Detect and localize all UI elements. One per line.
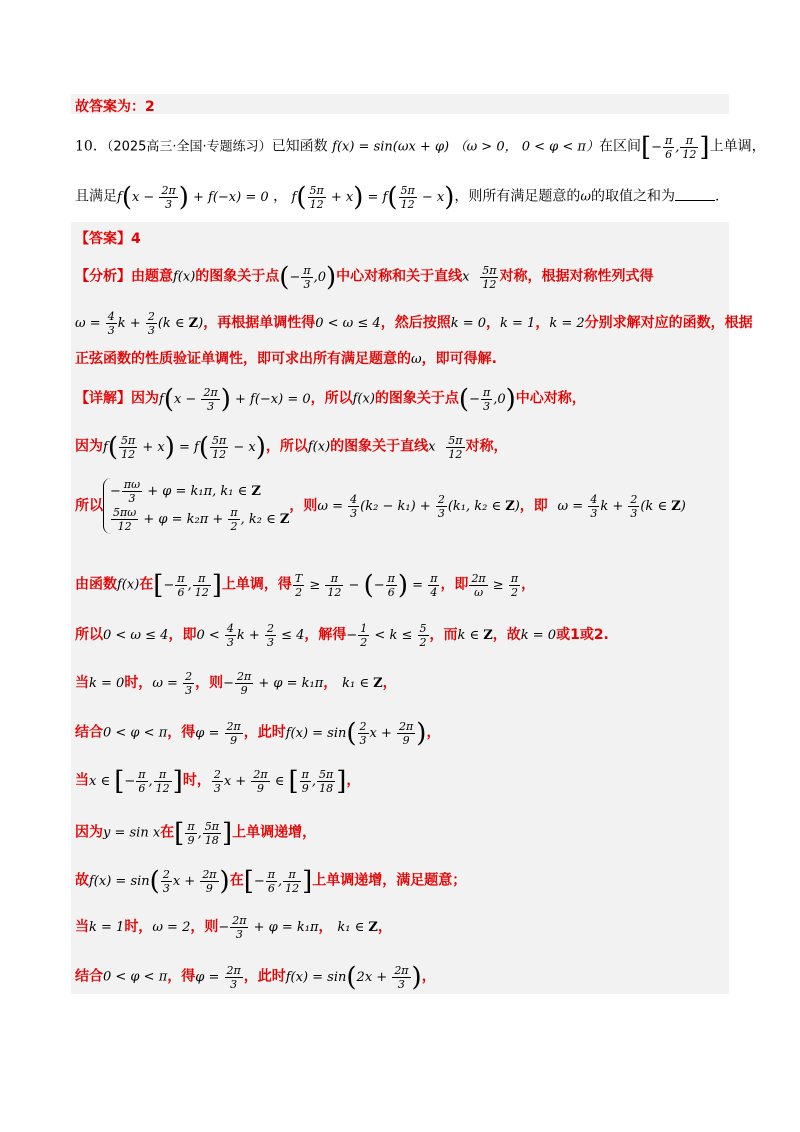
detail-line-11: 当k = 1时，ω = 2，则− $\frac{2\pi}{3}$ + φ = k₁π， k₁ ∈ Z， [75,914,392,941]
analysis-line-3: 正弦函数的性质验证单调性，即可求出所有满足题意的ω，即可得解. [75,351,497,367]
question-end: . [715,188,720,205]
question-interval: [− $\frac{\pi}{6}$ , $\frac{\pi}{12}$ ] [640,132,710,162]
question-source: （2025高三·全国·专题练习） [106,139,272,155]
analysis-line-1: 【分析】由题意f(x)的图象关于点(− $\frac{\pi}{3}$ ,0)中心对称和关于直线x $\frac{5\pi}{12}$ 对称，根据对称性列式得 [75,262,654,292]
detail-line-10: 故f(x) = sin( $\frac{2}{3}$ x + $\frac{2\pi}{9}$ )在[− $\frac{\pi}{6}$ , $\frac{\pi}{12}$ ]上单调递增，满足题意； [75,866,467,896]
question-line2-a: 且满足 [75,188,117,205]
analysis-text: 中心对称和关于直线 [336,268,463,285]
question-eq2: f( $\frac{5\pi}{12}$ + x) = f( $\frac{5\pi}{12}$ − x) [291,182,455,212]
detail-line-12: 结合0 < φ < π，得φ = $\frac{2\pi}{3}$ ，此时f(x) = sin(2x + $\frac{2\pi}{3}$ )， [75,962,436,992]
question-conditions: （ω > 0， 0 < φ < π） [453,139,599,155]
top-answer: 故答案为：2 [75,99,155,115]
question-line2-b: ，则所有满足题意的 [454,188,581,205]
detail-line-2: 因为f( $\frac{5\pi}{12}$ + x) = f( $\frac{5\pi}{12}$ − x)，所以f(x)的图象关于直线x $\frac{5\pi}{12}$ 对称， [75,432,508,462]
question-line-2: 且满足f(x − $\frac{2\pi}{3}$ ) + f(−x) = 0 ， f( $\frac{5\pi}{12}$ + x) = f( $\frac{5\pi}{12}$ − x)，则所有满足题意的ω的取值之和为 . [75,182,720,212]
question-number: 10． [75,138,107,155]
analysis-text: ，即可得解. [421,351,497,367]
analysis-label: 【分析】 [75,268,131,285]
analysis-line-2: ω = $\frac{4}{3}$ k + $\frac{2}{3}$ (k ∈ Z)，再根据单调性得0 < ω ≤ 4，然后按照k = 0，k = 1，k = 2分别求解对应的函数，根据 [75,310,753,337]
detail-line-9: 因为y = sin x在[ $\frac{\pi}{9}$ , $\frac{5\pi}{18}$ ]上单调递增， [75,818,317,848]
detail-label: 【详解】 [75,390,131,407]
detail-line-7: 结合0 < φ < π，得φ = $\frac{2\pi}{9}$ ，此时f(x) = sin( $\frac{2}{3}$ x + $\frac{2\pi}{9}$ )， [75,718,441,748]
question-stem-c: 上单调， [709,138,766,155]
question-line-1 [75,132,766,162]
detail-line-8: 当x ∈ [− $\frac{\pi}{6}$ , $\frac{\pi}{12}$ ]时， $\frac{2}{3}$ x + $\frac{2\pi}{9}$ ∈ [ $\frac{\pi}{9}$ , $\frac{5\pi}{18}$ ]， [75,766,361,796]
question-line2-c: 的取值之和为 [591,188,676,205]
answer-label: 【答案】4 [75,231,141,247]
analysis-text: ，然后按照 [380,315,451,331]
analysis-text: 分别求解对应的函数，根据 [584,315,753,331]
top-answer-band [71,94,729,114]
analysis-text: 对称，根据对称性列式得 [499,268,654,285]
detail-line-3: 所以 − $\frac{\pi\omega}{3}$ + φ = k₁π, k₁ ∈ Z $\frac{5\pi\omega}{12}$ + φ = k₂π + $\frac{\pi}{2}$ , k₂ ∈ Z ，则ω = $\frac{4}{3}$ (k₂ − k₁) + $\frac{2}{3}$ (k₁, k₂ ∈ Z)，即 ω = $\frac{4}{3}$ k + $\frac{2}{3}$ (k ∈ Z) [75,478,686,533]
question-stem-b: 在区间 [598,138,641,155]
omega-symbol: ω [580,189,592,205]
question-stem-a: 已知函数 [271,138,328,155]
question-eq1: f(x − $\frac{2\pi}{3}$ ) + f(−x) = 0 [117,182,269,212]
answer-blank [675,200,715,201]
analysis-text: 正弦函数的性质验证单调性，即可求出所有满足题意的 [75,351,411,367]
detail-line-1: 【详解】因为f(x − $\frac{2\pi}{3}$ ) + f(−x) = 0，所以f(x)的图象关于点(− $\frac{\pi}{3}$ ,0)中心对称， [75,384,586,414]
analysis-text: 的图象关于点 [195,268,280,285]
question-function: f(x) = sin(ωx + φ) [332,139,450,155]
analysis-text: 由题意 [131,268,173,285]
detail-line-4: 由函数f(x)在[− $\frac{\pi}{6}$ , $\frac{\pi}{12}$ ]上单调，得 $\frac{T}{2}$ ≥ $\frac{\pi}{12}$ − (− $\frac{\pi}{6}$ ) = $\frac{\pi}{4}$ ，即 $\frac{2\pi}{\omega}$ ≥ $\frac{\pi}{2}$ ， [75,570,536,600]
analysis-text: ，再根据单调性得 [203,315,316,331]
detail-line-6: 当k = 0时，ω = $\frac{2}{3}$ ，则− $\frac{2\pi}{9}$ + φ = k₁π， k₁ ∈ Z， [75,670,397,697]
detail-line-5: 所以0 < ω ≤ 4，即0 < $\frac{4}{3}$ k + $\frac{2}{3}$ ≤ 4，解得− $\frac{1}{2}$ < k ≤ $\frac{5}{2}$ ，而k ∈ Z，故k = 0或1或2. [75,622,609,649]
